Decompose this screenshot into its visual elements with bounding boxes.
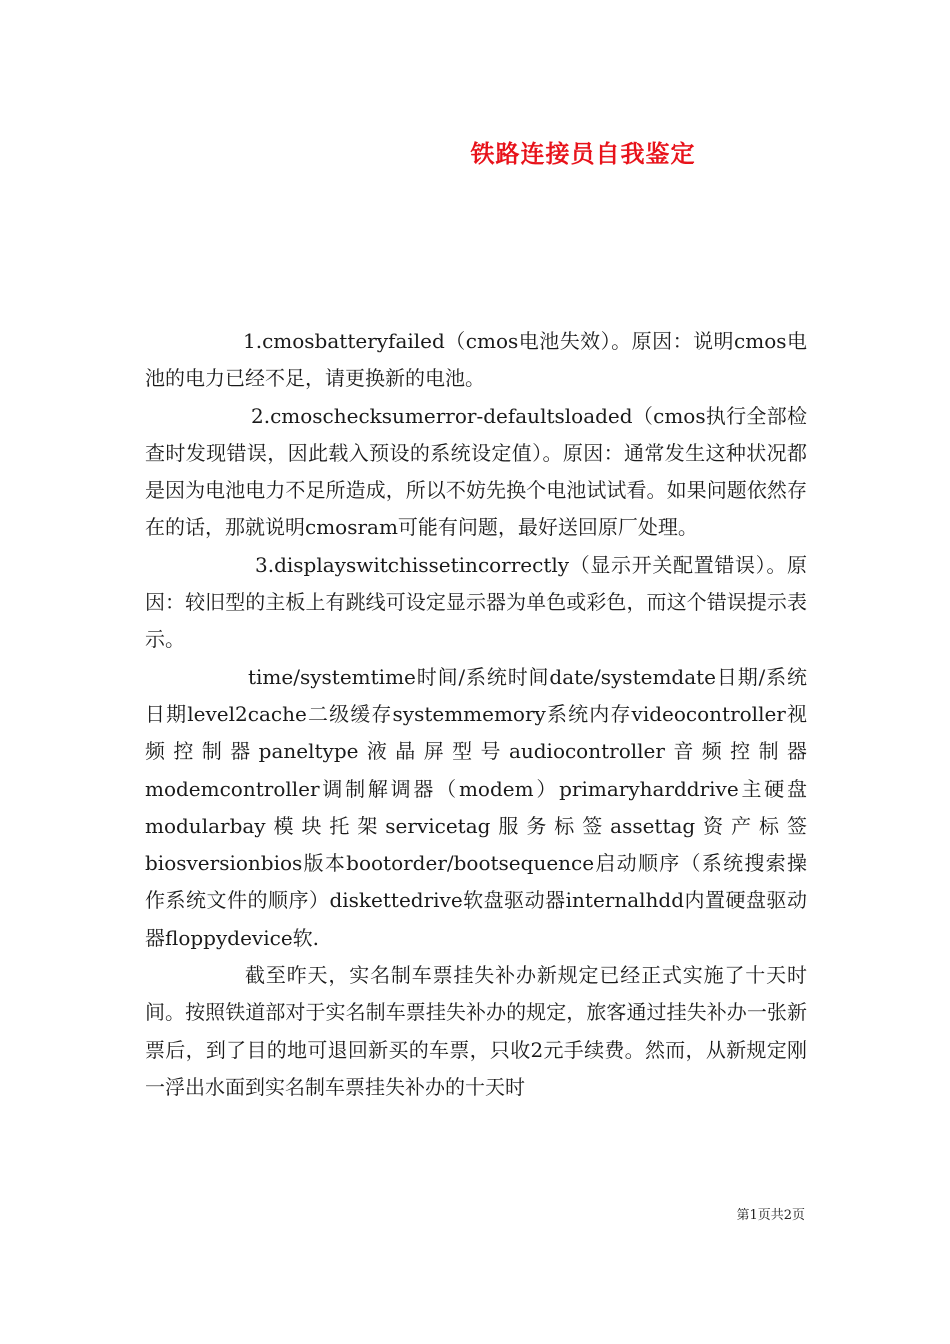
paragraph-ticket-rules: 截至昨天，实名制车票挂失补办新规定已经正式实施了十天时间。按照铁道部对于实名制车票挂失补办的规定，旅客通过挂失补办一张新票后，到了目的地可退回新买的车票，只收2元手续费。然而，从新规定刚一浮出水面到实名制车票挂失补办的十天时 [145, 963, 807, 1099]
paragraph-cmos-checksum: 2.cmoschecksumerror-defaultsloaded（cmos执行全部检查时发现错误，因此载入预设的系统设定值）。原因：通常发生这种状况都是因为电池电力不足所造成，所以不妨先换个电池试试看。如果问题依然存在的话，那就说明cmosram可能有问题，最好送回原厂处理。 [145, 403, 807, 540]
document-title: 铁路连接员自我鉴定 [470, 139, 696, 168]
paragraph-bios-terms: time/systemtime时间/系统时间date/systemdate日期/系统日期level2cache二级缓存systemmemory系统内存videocontroller视频控制器paneltype液晶屏型号audiocontroller音频控制器modemcontroller调制解调器（modem）primaryharddrive主硬盘modularbay模块托架servicetag服务标签assettag资产标签biosversionbios版本bootorder/bootsequence启动顺序（系统搜索操作系统文件的顺序）diskettedrive软盘驱动器internalhdd内置硬盘驱动器floppydevice软. [145, 664, 807, 950]
paragraph-cmos-battery: 1.cmosbatteryfailed（cmos电池失效）。原因：说明cmos电池的电力已经不足，请更换新的电池。 [145, 329, 807, 391]
paragraph-display-switch: 3.displayswitchissetincorrectly（显示开关配置错误）。原因：较旧型的主板上有跳线可设定显示器为单色或彩色，而这个错误提示表示。 [145, 552, 807, 652]
document-body [145, 323, 807, 1106]
page-number: 第1页共2页 [736, 1208, 805, 1223]
